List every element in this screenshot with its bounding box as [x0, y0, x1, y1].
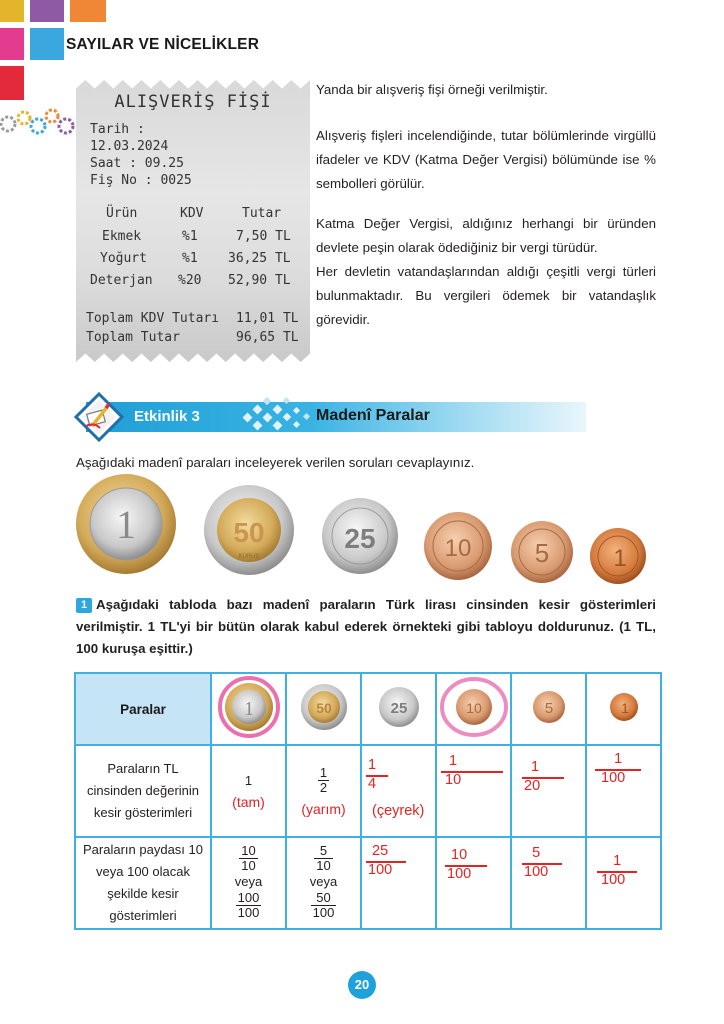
fraction-bar	[595, 769, 641, 771]
receipt-date-label: Tarih :	[90, 122, 145, 137]
handwritten-fraction	[524, 760, 540, 794]
numerator: 1	[449, 753, 458, 769]
denominator: 100	[368, 862, 393, 878]
row-label-tl-fractions	[75, 745, 211, 837]
denominator: 20	[524, 778, 541, 794]
deco-square-pink	[0, 28, 24, 60]
receipt-col-product: Ürün	[106, 206, 138, 221]
coin-cell-5-kurus	[511, 673, 586, 745]
denominator: 100	[601, 770, 626, 786]
coin-caption: KURUŞ	[238, 554, 260, 560]
denominator: 2	[319, 779, 328, 795]
coin-label: 10	[444, 535, 472, 562]
coin-label: 5	[544, 699, 553, 717]
coin-25-kurus-image	[322, 498, 398, 574]
deco-square-purple	[30, 0, 64, 22]
receipt-total: 96,65 TL	[236, 330, 299, 345]
receipt-number: Fiş No : 0025	[90, 173, 192, 188]
receipt	[76, 80, 310, 362]
cell-1-tl-decimal-fraction	[211, 837, 286, 929]
coin-label: 10	[465, 699, 482, 716]
diamond-pattern-icon	[238, 396, 318, 438]
fraction-half	[318, 766, 329, 795]
coins-illustration	[74, 470, 674, 590]
intro-paragraph-3: Katma Değer Vergisi, aldığınız herhangi bir üründen devlete peşin olarak ödediğiniz bir vergi türüdür.	[316, 216, 656, 255]
fraction-bar	[597, 871, 637, 873]
receipt-title: ALIŞVERİŞ FİŞİ	[114, 92, 272, 112]
fraction-bar	[441, 771, 503, 773]
activity-instruction: Aşağıdaki madenî paraları inceleyerek verilen soruları cevaplayınız.	[76, 455, 475, 470]
receipt-row-vat: %20	[178, 273, 202, 288]
receipt-row-product: Yoğurt	[100, 251, 147, 266]
row-label-text: Paraların paydası 10 veya 100 olacak şekilde kesir gösterimleri	[83, 842, 203, 923]
cell-1-tl-fraction	[211, 745, 286, 837]
numerator: 10	[451, 847, 468, 863]
activity-title: Madenî Paralar	[316, 407, 430, 424]
note-whole: (tam)	[232, 793, 265, 810]
handwritten-fraction	[368, 844, 392, 878]
receipt-total-vat-label: Toplam KDV Tutarı	[86, 311, 220, 326]
receipt-col-amount: Tutar	[242, 206, 282, 221]
numerator: 10	[241, 843, 256, 858]
activity-pencil-icon	[74, 392, 124, 442]
row-header-coins: Paralar	[75, 673, 211, 745]
coin-50-kurus-icon	[299, 682, 349, 732]
fraction-bar	[445, 865, 487, 867]
handwritten-fraction	[445, 754, 461, 788]
coin-25-kurus-icon	[377, 685, 421, 729]
receipt-row-product: Ekmek	[102, 229, 142, 244]
intro-paragraph-2: Alışveriş fişleri incelendiğinde, tutar bölümlerinde virgüllü ifadeler ve KDV (Katma Değer Vergisi) bölümünde ise % sembolleri görülür.	[316, 128, 656, 191]
fraction	[314, 844, 332, 873]
coin-cell-1-kurus	[586, 673, 661, 745]
coin-10-kurus-image	[424, 512, 492, 580]
receipt-total-vat: 11,01 TL	[236, 311, 299, 326]
receipt-col-vat: KDV	[180, 206, 204, 221]
fraction	[236, 891, 262, 920]
receipt-row-product: Deterjan	[90, 273, 153, 288]
receipt-row-amount: 36,25 TL	[228, 251, 291, 266]
coin-cell-25-kurus	[361, 673, 436, 745]
numerator: 5	[532, 845, 541, 861]
cell-1-kurus-decimal-fraction	[586, 837, 661, 929]
denominator: 10	[241, 858, 256, 873]
denominator: 4	[368, 776, 377, 792]
note-half: (yarım)	[301, 800, 346, 817]
numerator: 50	[316, 890, 331, 905]
receipt-date: 12.03.2024	[90, 139, 169, 154]
cell-50-kurus-fraction	[286, 745, 361, 837]
numerator: 1	[319, 764, 328, 780]
cell-5-kurus-decimal-fraction	[511, 837, 586, 929]
coin-label: 1	[620, 699, 629, 716]
receipt-total-label: Toplam Tutar	[86, 330, 180, 345]
fraction-bar	[522, 777, 564, 779]
numerator: 25	[372, 843, 389, 859]
or-word: veya	[234, 874, 263, 889]
note-quarter: (çeyrek)	[372, 803, 425, 819]
coin-10-kurus-icon	[439, 676, 509, 738]
chapter-title: SAYILAR VE NİCELİKLER	[66, 36, 260, 53]
denominator: 100	[447, 866, 472, 882]
cell-10-kurus-decimal-fraction	[436, 837, 511, 929]
coin-label: 25	[344, 523, 376, 554]
handwritten-fraction	[368, 758, 376, 792]
fraction	[311, 891, 337, 920]
coin-1-kurus-image	[590, 528, 646, 584]
receipt-time: Saat : 09.25	[90, 156, 184, 171]
coin-1-kurus-icon	[608, 691, 640, 723]
cell-5-kurus-fraction	[511, 745, 586, 837]
question-number-badge: 1	[76, 598, 92, 613]
fractions-table	[74, 672, 662, 930]
numerator: 5	[319, 843, 328, 858]
value-whole: 1	[244, 772, 253, 788]
numerator: 1	[531, 759, 540, 775]
numerator: 1	[368, 757, 377, 773]
denominator: 100	[312, 905, 335, 920]
receipt-row-vat: %1	[182, 251, 198, 266]
coin-label: 25	[390, 699, 407, 717]
coin-label: 1	[116, 502, 136, 547]
or-word: veya	[309, 874, 338, 889]
coin-cell-50-kurus	[286, 673, 361, 745]
fraction	[239, 844, 257, 873]
activity-label: Etkinlik 3	[134, 408, 200, 425]
deco-square-yellow	[0, 0, 24, 22]
denominator: 100	[237, 905, 260, 920]
receipt-row-amount: 52,90 TL	[228, 273, 291, 288]
cell-50-kurus-decimal-fraction	[286, 837, 361, 929]
numerator: 1	[614, 751, 623, 767]
fraction-bar	[522, 863, 562, 865]
question-1	[76, 594, 656, 660]
cell-1-kurus-fraction	[586, 745, 661, 837]
page-number: 20	[348, 971, 376, 999]
fraction-bar	[366, 861, 406, 863]
coin-1-tl-image	[76, 474, 176, 574]
cell-25-kurus-fraction	[361, 745, 436, 837]
receipt-row-amount: 7,50 TL	[236, 229, 291, 244]
denominator: 10	[316, 858, 331, 873]
fraction-bar	[366, 775, 388, 777]
gears-icon	[0, 104, 78, 140]
coin-5-kurus-image	[511, 521, 573, 583]
handwritten-fraction	[447, 848, 471, 882]
coin-label: 1	[613, 545, 627, 572]
intro-paragraph-4: Her devletin vatandaşlarından aldığı çeşitli vergi türleri bulunmaktadır. Bu vergileri ödemek bir vatandaşlık görevidir.	[316, 264, 656, 327]
question-text: Aşağıdaki tabloda bazı madenî paraların Türk lirası cinsinden kesir gösterimleri verilmiştir. 1 TL'yi bir bütün olarak kabul ederek örnekteki gibi tabloyu doldurunuz. (1 TL, 100 kuruşa eşittir.)	[76, 597, 656, 656]
deco-square-orange	[70, 0, 106, 22]
coin-cell-1-tl	[211, 673, 286, 745]
coin-1-tl-icon	[218, 676, 280, 738]
deco-square-blue	[30, 28, 64, 60]
numerator: 100	[237, 890, 260, 905]
handwritten-fraction	[601, 854, 625, 888]
handwritten-fraction	[524, 846, 548, 880]
coin-label: 50	[315, 699, 332, 716]
denominator: 10	[445, 772, 462, 788]
denominator: 100	[524, 864, 549, 880]
coin-label: 50	[233, 517, 265, 548]
cell-10-kurus-fraction	[436, 745, 511, 837]
coin-5-kurus-icon	[531, 689, 567, 725]
denominator: 100	[601, 872, 626, 888]
receipt-row-vat: %1	[182, 229, 198, 244]
deco-square-red	[0, 66, 24, 100]
intro-paragraph-1: Yanda bir alışveriş fişi örneği verilmiştir.	[316, 82, 548, 97]
row-label-text: Paraların TL cinsinden değerinin kesir gösterimleri	[86, 761, 200, 820]
coin-label: 5	[534, 538, 550, 568]
handwritten-fraction	[601, 752, 625, 786]
row-label-denominator-fractions	[75, 837, 211, 929]
cell-25-kurus-decimal-fraction	[361, 837, 436, 929]
coin-label: 1	[243, 697, 254, 720]
numerator: 1	[613, 853, 622, 869]
coin-cell-10-kurus	[436, 673, 511, 745]
coin-50-kurus-image	[204, 485, 294, 575]
